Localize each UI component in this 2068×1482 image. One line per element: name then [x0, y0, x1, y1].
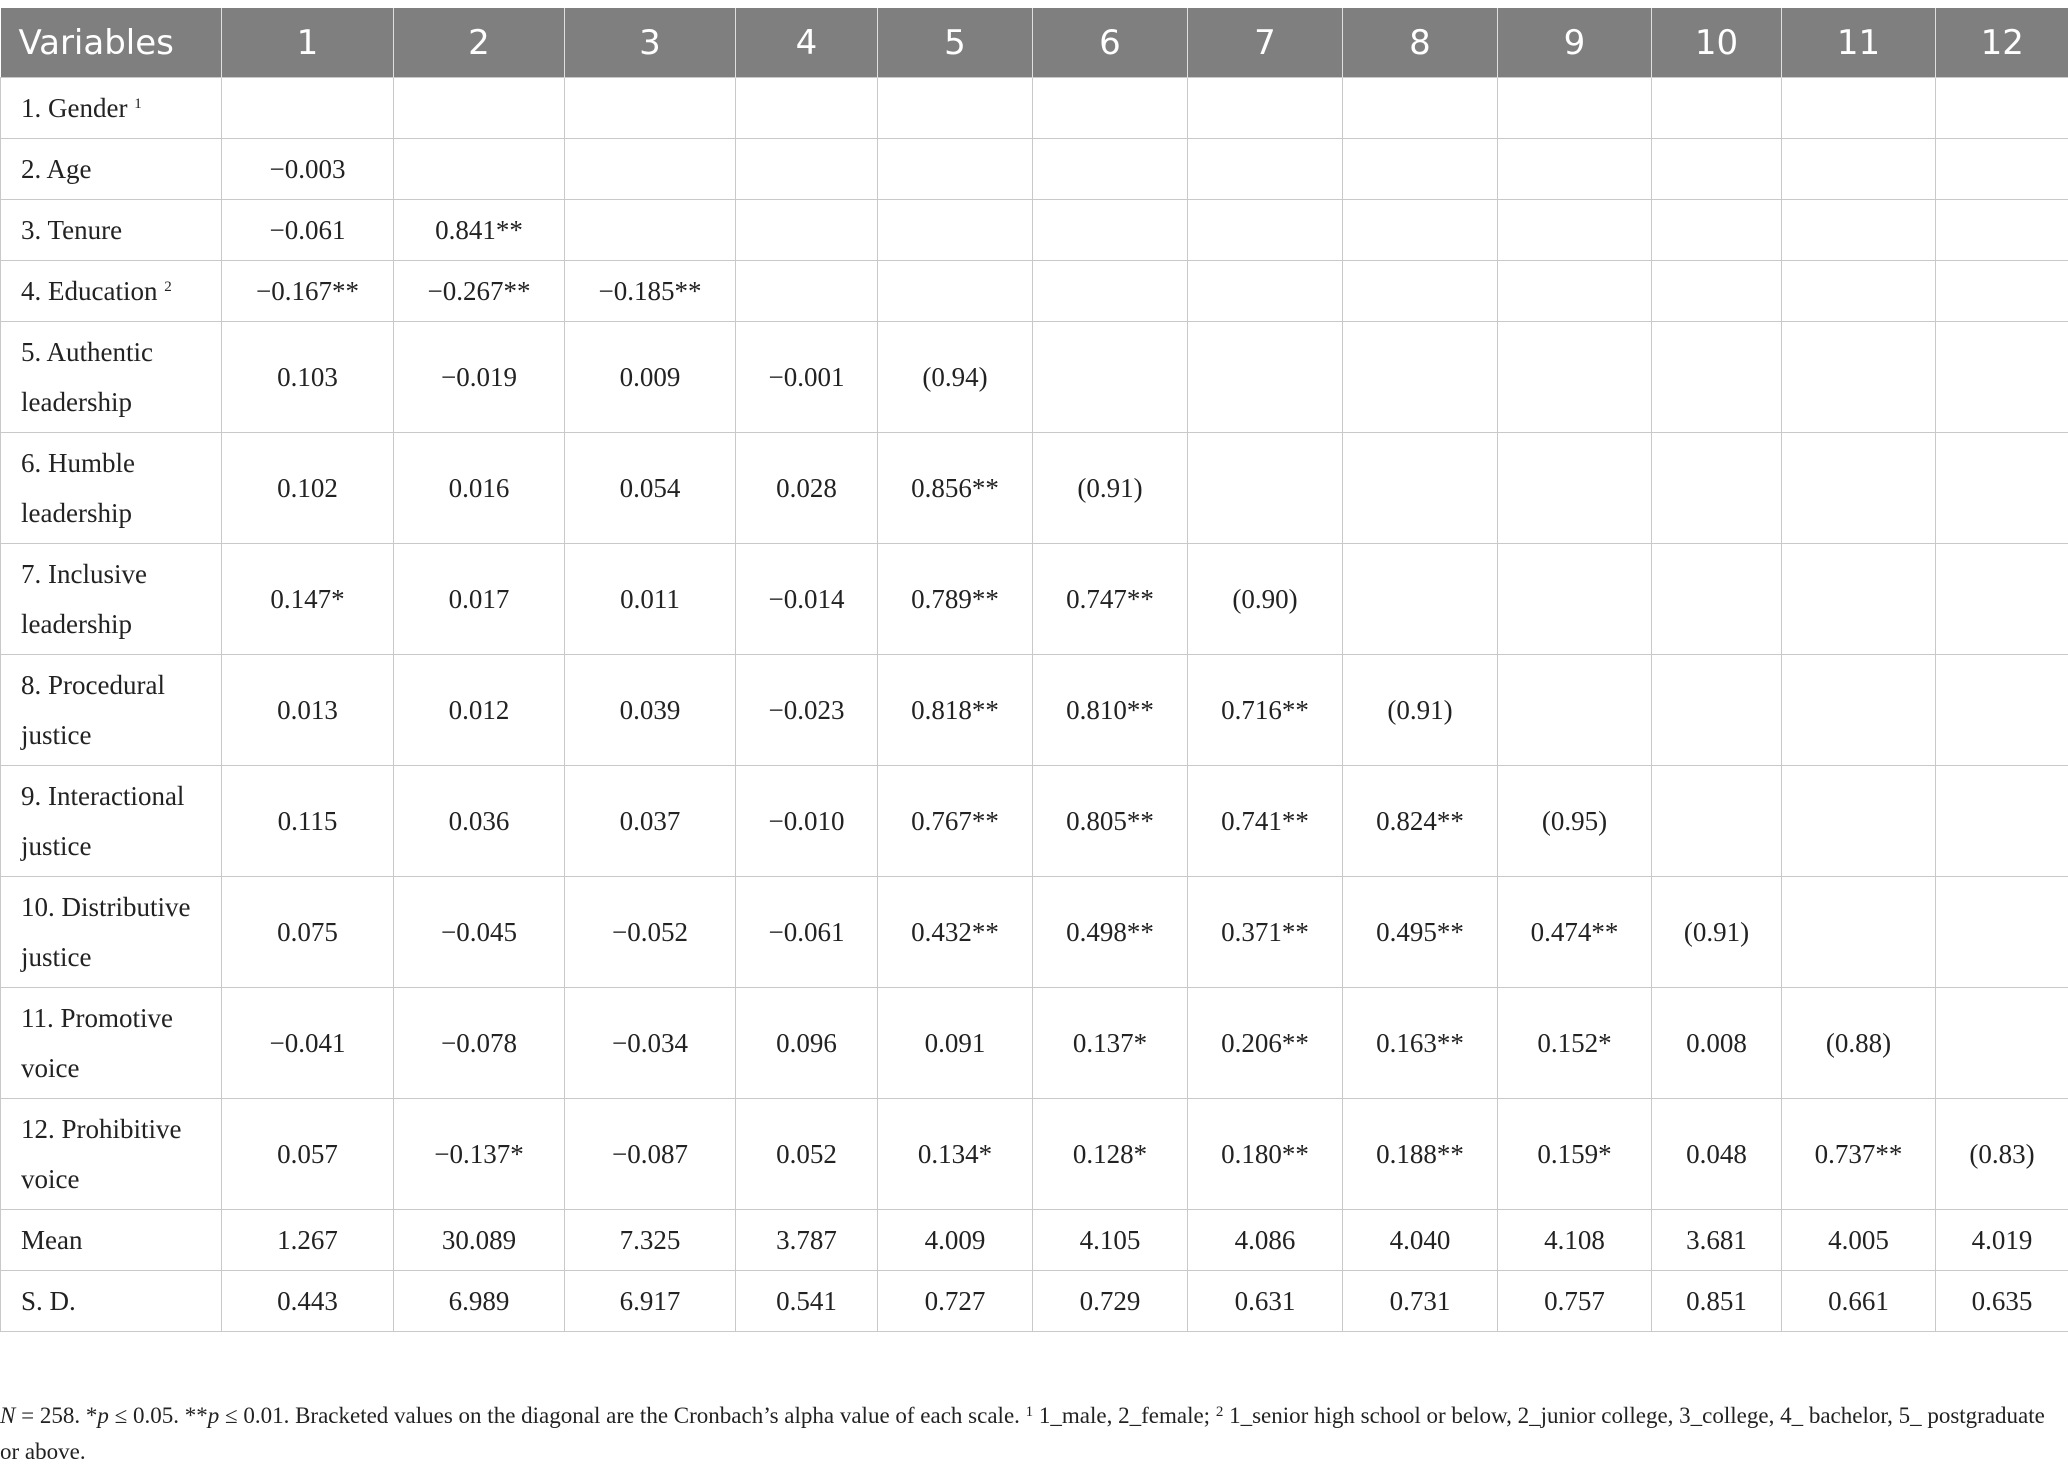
table-cell: 0.054 [565, 433, 736, 544]
table-cell [1936, 78, 2068, 139]
table-cell: 0.075 [222, 877, 394, 988]
table-cell: 3.681 [1652, 1210, 1782, 1271]
table-cell [394, 78, 565, 139]
table-cell [1188, 322, 1343, 433]
table-cell: 0.371** [1188, 877, 1343, 988]
table-cell: −0.078 [394, 988, 565, 1099]
table-header-row [1, 8, 2068, 78]
header-col-3: 3 [565, 8, 736, 78]
table-cell: (0.90) [1188, 544, 1343, 655]
table-cell [1936, 139, 2068, 200]
table-cell [1652, 78, 1782, 139]
table-cell: 0.137* [1033, 988, 1188, 1099]
table-cell: (0.94) [878, 322, 1033, 433]
row-label-text: 3. Tenure [21, 215, 123, 245]
table-cell: 0.495** [1343, 877, 1498, 988]
note-p1: p [97, 1403, 109, 1428]
table-cell: 0.028 [736, 433, 878, 544]
note-text-1: 1_male, 2_female; [1033, 1403, 1216, 1428]
table-cell: (0.91) [1652, 877, 1782, 988]
table-row [1, 433, 2068, 544]
header-col-6: 6 [1033, 8, 1188, 78]
table-cell [736, 139, 878, 200]
table-cell: 0.057 [222, 1099, 394, 1210]
table-cell: 0.789** [878, 544, 1033, 655]
table-cell [1936, 877, 2068, 988]
table-cell: 6.989 [394, 1271, 565, 1332]
table-cell [1652, 139, 1782, 200]
table-row [1, 322, 2068, 433]
table-cell [1936, 655, 2068, 766]
header-col-4: 4 [736, 8, 878, 78]
table-cell: 0.729 [1033, 1271, 1188, 1332]
table-cell: 0.159* [1498, 1099, 1652, 1210]
table-cell [1936, 200, 2068, 261]
table-cell [878, 261, 1033, 322]
table-cell: 4.108 [1498, 1210, 1652, 1271]
row-label [1, 1271, 222, 1332]
table-cell: (0.95) [1498, 766, 1652, 877]
table-row [1, 544, 2068, 655]
row-label [1, 877, 222, 988]
table-cell [1188, 139, 1343, 200]
row-label-text: 6. Humble leadership [21, 448, 135, 528]
row-label-text: 11. Promotive voice [21, 1003, 173, 1083]
table-cell [736, 78, 878, 139]
table-cell: 0.856** [878, 433, 1033, 544]
table-cell [1498, 78, 1652, 139]
table-cell: 0.541 [736, 1271, 878, 1332]
row-label-text: Mean [21, 1225, 83, 1255]
table-row [1, 877, 2068, 988]
row-label-text: 9. Interactional justice [21, 781, 185, 861]
row-label-text: 10. Distributive justice [21, 892, 191, 972]
table-cell: 0.635 [1936, 1271, 2068, 1332]
table-row [1, 261, 2068, 322]
table-cell: 0.152* [1498, 988, 1652, 1099]
table-cell: 3.787 [736, 1210, 878, 1271]
table-cell: −0.061 [222, 200, 394, 261]
table-row [1, 655, 2068, 766]
table-cell [1343, 139, 1498, 200]
row-label [1, 200, 222, 261]
table-row [1, 1271, 2068, 1332]
table-cell [1936, 322, 2068, 433]
table-cell: −0.014 [736, 544, 878, 655]
table-cell [1343, 544, 1498, 655]
table-cell: 0.147* [222, 544, 394, 655]
table-cell: 0.115 [222, 766, 394, 877]
table-cell [1498, 261, 1652, 322]
table-cell: −0.061 [736, 877, 878, 988]
row-label [1, 988, 222, 1099]
table-cell: 0.163** [1343, 988, 1498, 1099]
correlation-table [0, 8, 2068, 1332]
row-label [1, 766, 222, 877]
row-label [1, 1210, 222, 1271]
row-label-footnote-mark: 2 [164, 279, 172, 295]
table-cell [1782, 200, 1936, 261]
table-row [1, 200, 2068, 261]
table-cell: −0.137* [394, 1099, 565, 1210]
table-cell [1936, 766, 2068, 877]
table-cell [1652, 655, 1782, 766]
table-cell [1188, 433, 1343, 544]
table-cell: 0.009 [565, 322, 736, 433]
note-sup-2: 2 [1215, 1404, 1224, 1420]
table-cell: −0.052 [565, 877, 736, 988]
table-cell [565, 78, 736, 139]
table-cell: 0.747** [1033, 544, 1188, 655]
table-cell [1498, 139, 1652, 200]
table-cell [1033, 200, 1188, 261]
row-label-text: 7. Inclusive leadership [21, 559, 147, 639]
table-cell [1652, 544, 1782, 655]
table-cell: 0.036 [394, 766, 565, 877]
row-label-text: 2. Age [21, 154, 92, 184]
row-label [1, 261, 222, 322]
table-row [1, 1099, 2068, 1210]
table-cell: 0.498** [1033, 877, 1188, 988]
note-n: N [0, 1403, 16, 1428]
table-cell: 0.810** [1033, 655, 1188, 766]
table-cell [1343, 261, 1498, 322]
table-cell [736, 261, 878, 322]
header-col-8: 8 [1343, 8, 1498, 78]
table-cell [1033, 78, 1188, 139]
table-cell: 0.474** [1498, 877, 1652, 988]
table-row [1, 1210, 2068, 1271]
table-cell: 0.841** [394, 200, 565, 261]
table-cell: 0.818** [878, 655, 1033, 766]
table-cell: 0.188** [1343, 1099, 1498, 1210]
header-col-7: 7 [1188, 8, 1343, 78]
row-label-text: 8. Procedural justice [21, 670, 165, 750]
table-cell [1652, 200, 1782, 261]
table-cell: 0.052 [736, 1099, 878, 1210]
table-body [1, 78, 2068, 1332]
table-cell: 4.009 [878, 1210, 1033, 1271]
table-cell: 0.631 [1188, 1271, 1343, 1332]
table-cell: 0.096 [736, 988, 878, 1099]
row-label [1, 655, 222, 766]
table-cell: 0.206** [1188, 988, 1343, 1099]
header-col-9: 9 [1498, 8, 1652, 78]
table-cell: (0.83) [1936, 1099, 2068, 1210]
table-cell: −0.041 [222, 988, 394, 1099]
row-label-footnote-mark: 1 [134, 96, 142, 112]
row-label-text: 5. Authentic leadership [21, 337, 153, 417]
table-cell: −0.019 [394, 322, 565, 433]
table-cell [222, 78, 394, 139]
table-cell: 0.134* [878, 1099, 1033, 1210]
table-cell: 4.040 [1343, 1210, 1498, 1271]
table-cell [878, 200, 1033, 261]
row-label [1, 433, 222, 544]
row-label [1, 544, 222, 655]
table-cell [1188, 200, 1343, 261]
table-cell [1652, 322, 1782, 433]
table-cell: 4.086 [1188, 1210, 1343, 1271]
table-cell: −0.003 [222, 139, 394, 200]
table-cell: 0.716** [1188, 655, 1343, 766]
table-cell [1188, 261, 1343, 322]
table-cell [565, 139, 736, 200]
table-cell [1782, 433, 1936, 544]
table-cell [1033, 261, 1188, 322]
table-cell [1652, 766, 1782, 877]
table-cell [1936, 544, 2068, 655]
table-cell: 0.048 [1652, 1099, 1782, 1210]
row-label-text: 1. Gender [21, 93, 128, 123]
table-cell: 0.091 [878, 988, 1033, 1099]
table-cell: −0.267** [394, 261, 565, 322]
table-cell: −0.010 [736, 766, 878, 877]
table-cell: −0.045 [394, 877, 565, 988]
table-row [1, 139, 2068, 200]
table-cell [1498, 433, 1652, 544]
table-cell [1498, 322, 1652, 433]
table-row [1, 766, 2068, 877]
table-cell: 0.102 [222, 433, 394, 544]
table-cell [1033, 322, 1188, 433]
header-col-1: 1 [222, 8, 394, 78]
row-label [1, 1099, 222, 1210]
table-cell: (0.88) [1782, 988, 1936, 1099]
table-cell: 0.767** [878, 766, 1033, 877]
table-cell: −0.185** [565, 261, 736, 322]
table-cell [1343, 322, 1498, 433]
row-label-text: 12. Prohibitive voice [21, 1114, 182, 1194]
table-cell: (0.91) [1343, 655, 1498, 766]
table-cell: 0.851 [1652, 1271, 1782, 1332]
table-cell: −0.167** [222, 261, 394, 322]
table-cell: 0.824** [1343, 766, 1498, 877]
table-cell [1782, 78, 1936, 139]
table-row [1, 78, 2068, 139]
table-row [1, 988, 2068, 1099]
table-cell: 0.731 [1343, 1271, 1498, 1332]
table-cell: −0.087 [565, 1099, 736, 1210]
table-cell: 0.037 [565, 766, 736, 877]
table-cell [1498, 655, 1652, 766]
table-cell: −0.023 [736, 655, 878, 766]
table-cell: 4.105 [1033, 1210, 1188, 1271]
table-cell [878, 78, 1033, 139]
table-cell: (0.91) [1033, 433, 1188, 544]
table-cell: 30.089 [394, 1210, 565, 1271]
note-n-text: = 258. * [15, 1403, 98, 1428]
header-col-11: 11 [1782, 8, 1936, 78]
table-cell [1782, 139, 1936, 200]
table-cell [1498, 544, 1652, 655]
table-cell [394, 139, 565, 200]
table-cell [1782, 877, 1936, 988]
table-cell: 0.012 [394, 655, 565, 766]
table-cell [1652, 433, 1782, 544]
table-cell [1652, 261, 1782, 322]
table-cell [1782, 322, 1936, 433]
table-cell: 0.432** [878, 877, 1033, 988]
table-cell: 0.016 [394, 433, 565, 544]
table-cell: 0.008 [1652, 988, 1782, 1099]
table-cell [1343, 433, 1498, 544]
table-cell: 0.013 [222, 655, 394, 766]
table-cell: 7.325 [565, 1210, 736, 1271]
table-cell: 0.727 [878, 1271, 1033, 1332]
note-p2: p [207, 1403, 220, 1428]
table-cell: 0.805** [1033, 766, 1188, 877]
note-text-2: 1_senior high school or below, 2_junior college, 3_college, 4_ bachelor, 5_ postgraduate or above. [0, 1403, 2045, 1464]
table-cell: 0.757 [1498, 1271, 1652, 1332]
note-p2-text: ≤ 0.01. Bracketed values on the diagonal are the Cronbach’s alpha value of each scale. [219, 1403, 1026, 1428]
table-cell: −0.001 [736, 322, 878, 433]
row-label [1, 322, 222, 433]
table-cell [1033, 139, 1188, 200]
table-cell: 4.019 [1936, 1210, 2068, 1271]
table-footnote [0, 1398, 2060, 1470]
correlation-table-container [0, 8, 2068, 1332]
table-cell [1936, 261, 2068, 322]
note-p1-text: ≤ 0.05. ** [108, 1403, 208, 1428]
table-cell [1498, 200, 1652, 261]
table-cell: 4.005 [1782, 1210, 1936, 1271]
header-col-5: 5 [878, 8, 1033, 78]
table-cell: 0.741** [1188, 766, 1343, 877]
table-cell [1188, 78, 1343, 139]
row-label-text: S. D. [21, 1286, 76, 1316]
table-cell [736, 200, 878, 261]
header-variables: Variables [1, 8, 222, 78]
table-cell: −0.034 [565, 988, 736, 1099]
table-cell [1936, 433, 2068, 544]
table-cell: 0.737** [1782, 1099, 1936, 1210]
table-cell: 6.917 [565, 1271, 736, 1332]
table-cell: 0.180** [1188, 1099, 1343, 1210]
table-cell [565, 200, 736, 261]
table-cell: 0.017 [394, 544, 565, 655]
row-label [1, 139, 222, 200]
note-sup-1: 1 [1025, 1404, 1034, 1420]
header-col-10: 10 [1652, 8, 1782, 78]
header-col-2: 2 [394, 8, 565, 78]
table-cell: 0.103 [222, 322, 394, 433]
table-cell: 0.039 [565, 655, 736, 766]
table-cell: 0.443 [222, 1271, 394, 1332]
table-cell [1782, 544, 1936, 655]
table-cell [1782, 655, 1936, 766]
table-cell [1343, 200, 1498, 261]
table-cell [1936, 988, 2068, 1099]
table-cell: 0.011 [565, 544, 736, 655]
row-label [1, 78, 222, 139]
table-cell: 0.661 [1782, 1271, 1936, 1332]
row-label-text: 4. Education [21, 276, 158, 306]
table-cell [878, 139, 1033, 200]
table-cell: 0.128* [1033, 1099, 1188, 1210]
table-cell [1343, 78, 1498, 139]
table-cell [1782, 766, 1936, 877]
table-cell: 1.267 [222, 1210, 394, 1271]
table-cell [1782, 261, 1936, 322]
header-col-12: 12 [1936, 8, 2068, 78]
